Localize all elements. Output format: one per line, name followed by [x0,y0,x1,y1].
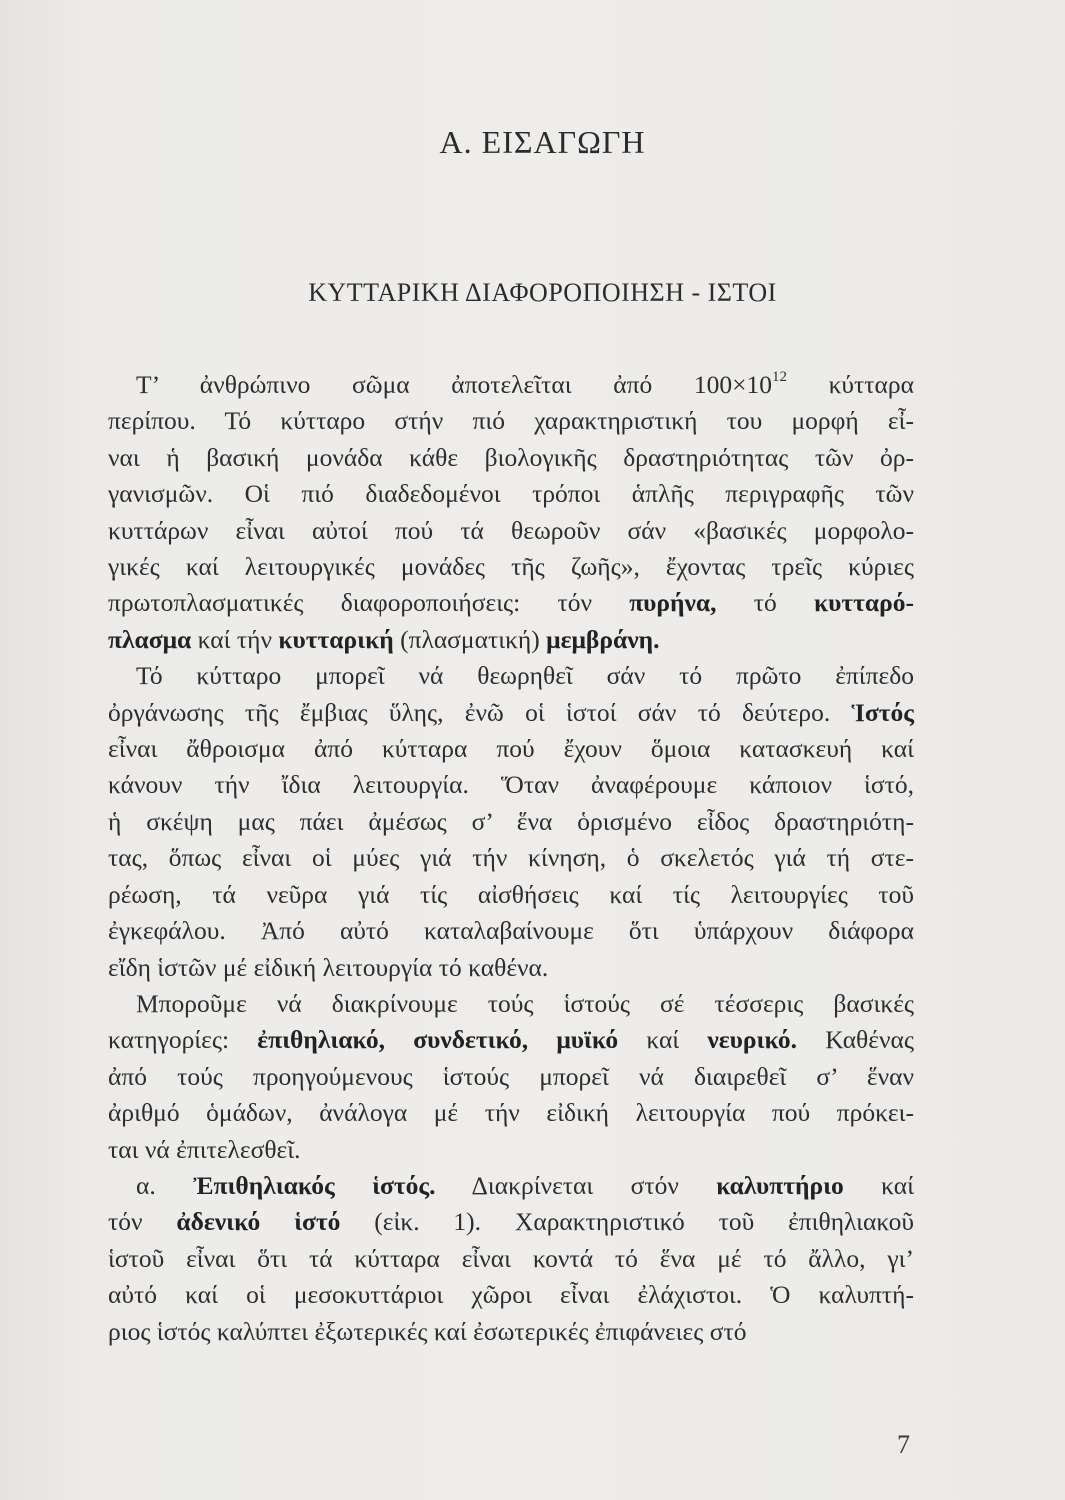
text-segment: τας, ὅπως εἶναι οἱ μύες γιά τήν κίνηση, ὁ σκελετός γιά τή στε- [108,843,914,873]
section-title: ΚΥΤΤΑΡΙΚΗ ΔΙΑΦΟΡΟΠΟΙΗΣΗ - ΙΣΤΟΙ [308,278,777,307]
superscript: 12 [771,369,787,385]
text-line [108,440,914,476]
text-segment: (πλασματική) [393,624,547,654]
text-segment: καί [618,1025,708,1055]
bold-term: κυτταρό- [813,588,915,618]
text-line [108,840,914,876]
text-segment: α. [136,1170,194,1200]
text-segment: γικές καί λειτουργικές μονάδες τῆς ζωῆς», ἔχοντας τρεῖς κύριες [108,552,914,582]
text-segment: ται νά ἐπιτελεσθεῖ. [108,1134,301,1164]
text-line [108,1277,914,1313]
text-segment: εἶναι ἄθροισμα ἀπό κύτταρα πού ἔχουν ὅμοια κατασκευή καί [108,734,914,764]
text-segment: τό [716,588,814,618]
text-line [108,549,914,585]
paragraph [108,367,914,658]
text-line [108,658,914,694]
text-line [108,1132,914,1168]
text-line [108,1204,914,1240]
bold-term: μεμβράνη. [546,624,660,654]
page-number: 7 [897,1430,910,1459]
text-segment: Καθένας [797,1025,914,1055]
bold-term: πλασμα [108,624,192,654]
text-segment: τόν [108,1207,177,1237]
text-segment: ἱστοῦ εἶναι ὅτι τά κύτταρα εἶναι κοντά τό ἕνα μέ τό ἄλλο, γι’ [108,1243,914,1273]
text-line [108,767,914,803]
text-segment: ριος ἱστός καλύπτει ἐξωτερικές καί ἐσωτερικές ἐπιφάνειες στό [108,1316,747,1346]
text-segment: (εἰκ. 1). Χαρακτηριστικό τοῦ ἐπιθηλιακοῦ [340,1207,914,1237]
text-line [108,695,914,731]
text-segment: αὐτό καί οἱ μεσοκυττάριοι χῶροι εἶναι ἐλάχιστοι. Ὁ καλυπτή- [108,1280,914,1310]
bold-term: καλυπτήριο [716,1170,844,1200]
text-segment: Τό κύτταρο μπορεῖ νά θεωρηθεῖ σάν τό πρῶτο ἐπίπεδο [136,661,914,691]
text-line [108,367,914,403]
text-segment: κύτταρα [786,370,914,399]
text-segment: κάνουν τήν ἴδια λειτουργία. Ὅταν ἀναφέρουμε κάποιον ἱστό, [108,770,914,800]
text-segment: ἀπό τούς προηγούμενους ἱστούς μπορεῖ νά διαιρεθεῖ σ’ ἕναν [108,1061,914,1091]
text-segment: ρέωση, τά νεῦρα γιά τίς αἰσθήσεις καί τίς λειτουργίες τοῦ [108,879,914,909]
text-segment: κυττάρων εἶναι αὐτοί πού τά θεωροῦν σάν «βασικές μορφολο- [108,515,914,545]
text-segment: Μποροῦμε νά διακρίνουμε τούς ἱστούς σέ τέσσερις βασικές [136,988,914,1018]
text-line [108,731,914,767]
text-line [108,804,914,840]
text-segment: περίπου. Τό κύτταρο στήν πιό χαρακτηριστική του μορφή εἶ- [108,406,914,436]
text-segment: καί τήν [191,624,279,654]
body-text [108,367,914,1350]
text-segment: γανισμῶν. Οἱ πιό διαδεδομένοι τρόποι ἁπλῆς περιγραφῆς τῶν [108,479,914,509]
text-segment: ναι ἡ βασική μονάδα κάθε βιολογικῆς δραστηριότητας τῶν ὀρ- [108,442,914,472]
text-line [108,1241,914,1277]
text-line [108,1314,914,1350]
text-line [108,1168,914,1204]
text-segment: ἡ σκέψη μας πάει ἀμέσως σ’ ἕνα ὁρισμένο εἶδος δραστηριότη- [108,806,914,836]
text-line [108,513,914,549]
bold-term: ἀδενικό ἱστό [176,1207,341,1237]
bold-term: ἐπιθηλιακό, συνδετικό, μυϊκό [257,1025,619,1055]
text-line [108,622,914,658]
text-line [108,585,914,621]
text-segment: Διακρίνεται στόν [435,1170,717,1200]
text-segment: ἐγκεφάλου. Ἀπό αὐτό καταλαβαίνουμε ὅτι ὑπάρχουν διάφορα [108,916,914,946]
text-segment: πρωτοπλασματικές διαφοροποιήσεις: τόν [108,588,630,618]
text-segment: ἀριθμό ὁμάδων, ἀνάλογα μέ τήν εἰδική λειτουργία πού πρόκει- [108,1098,914,1128]
bold-term: Ἐπιθηλιακός ἱστός. [193,1170,436,1200]
text-line [108,1095,914,1131]
text-segment: καί [843,1170,914,1200]
chapter-title: Α. ΕΙΣΑΓΩΓΗ [439,124,646,160]
bold-term: Ἱστός [851,697,914,727]
text-line [108,1022,914,1058]
text-line [108,913,914,949]
paragraph [108,986,914,1168]
text-segment: Τ’ ἀνθρώπινο σῶμα ἀποτελεῖται ἀπό 100×10 [136,370,772,399]
bold-term: κυτταρική [278,624,394,654]
bold-term: νευρικό. [707,1025,798,1055]
text-line [108,950,914,986]
text-line [108,877,914,913]
text-segment: ὀργάνωσης τῆς ἔμβιας ὕλης, ἐνῶ οἱ ἱστοί σάν τό δεύτερο. [108,697,852,727]
bold-term: πυρήνα, [629,588,717,618]
paragraph [108,658,914,986]
text-line [108,403,914,439]
text-line [108,476,914,512]
text-segment: κατηγορίες: [108,1025,258,1055]
text-line [108,1059,914,1095]
text-line [108,986,914,1022]
paragraph [108,1168,914,1350]
text-segment: εἴδη ἱστῶν μέ εἰδική λειτουργία τό καθένα. [108,952,549,982]
